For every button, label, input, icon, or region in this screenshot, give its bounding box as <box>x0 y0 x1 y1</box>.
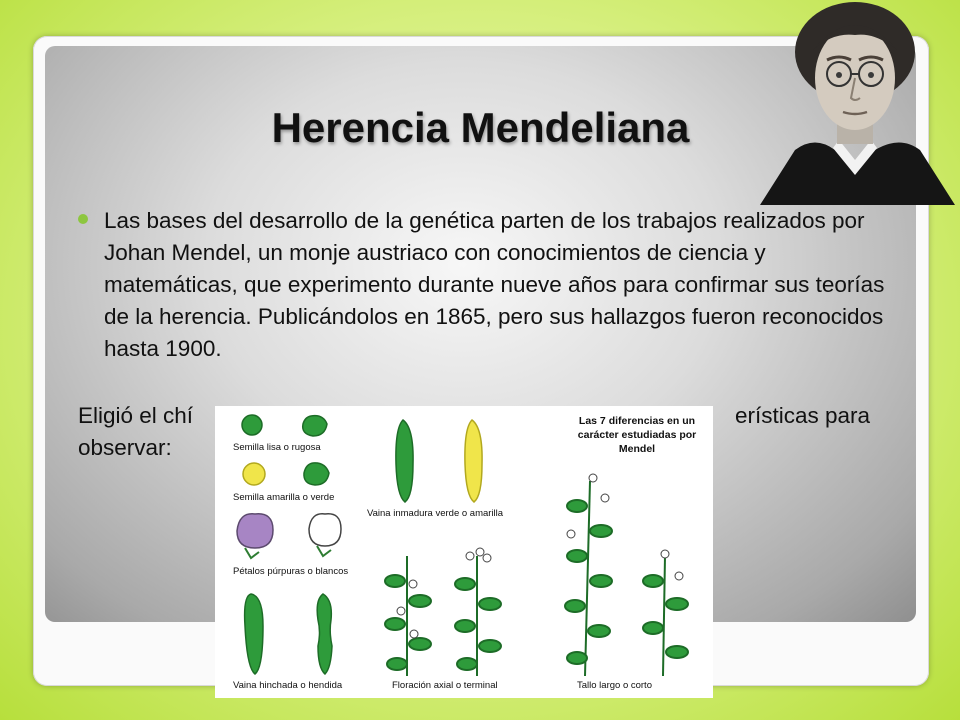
paragraph-line1-left: Eligió el chí <box>78 403 194 428</box>
label-pod-shape: Vaina hinchada o hendida <box>233 680 343 691</box>
paragraph-line2: observar: <box>78 435 172 460</box>
label-pod-color: Vaina inmadura verde o amarilla <box>367 508 504 519</box>
figure-title <box>568 414 706 456</box>
label-seed-color: Semilla amarilla o verde <box>233 492 335 503</box>
figure-title-line3: Mendel <box>618 443 656 455</box>
bullet-dot-icon <box>78 214 88 224</box>
figure-title-line2: carácter estudiadas por <box>577 429 697 441</box>
figure-title-line1: Las 7 diferencias en un <box>578 415 696 427</box>
label-petal-color: Pétalos púrpuras o blancos <box>233 566 349 577</box>
paragraph-line1-right: erísticas para <box>734 403 870 428</box>
label-stem-length: Tallo largo o corto <box>577 680 652 691</box>
slide-title: Herencia Mendeliana <box>271 104 690 151</box>
label-flower-position: Floración axial o terminal <box>392 680 498 691</box>
bullet-item <box>78 205 898 365</box>
mendel-traits-figure <box>215 406 713 698</box>
bullet-text: Las bases del desarrollo de la genética parten de los trabajos realizados por Johan Mendel, un monje austriaco con conocimientos de ciencia y matemáticas, que experimento durante nueve años para confirmar sus teorías de la herencia. Publicándolos en 1865, pero sus hallazgos fueron reconocidos hasta 1900. <box>104 208 885 361</box>
label-seed-shape: Semilla lisa o rugosa <box>233 442 321 453</box>
mendel-portrait <box>755 0 955 205</box>
